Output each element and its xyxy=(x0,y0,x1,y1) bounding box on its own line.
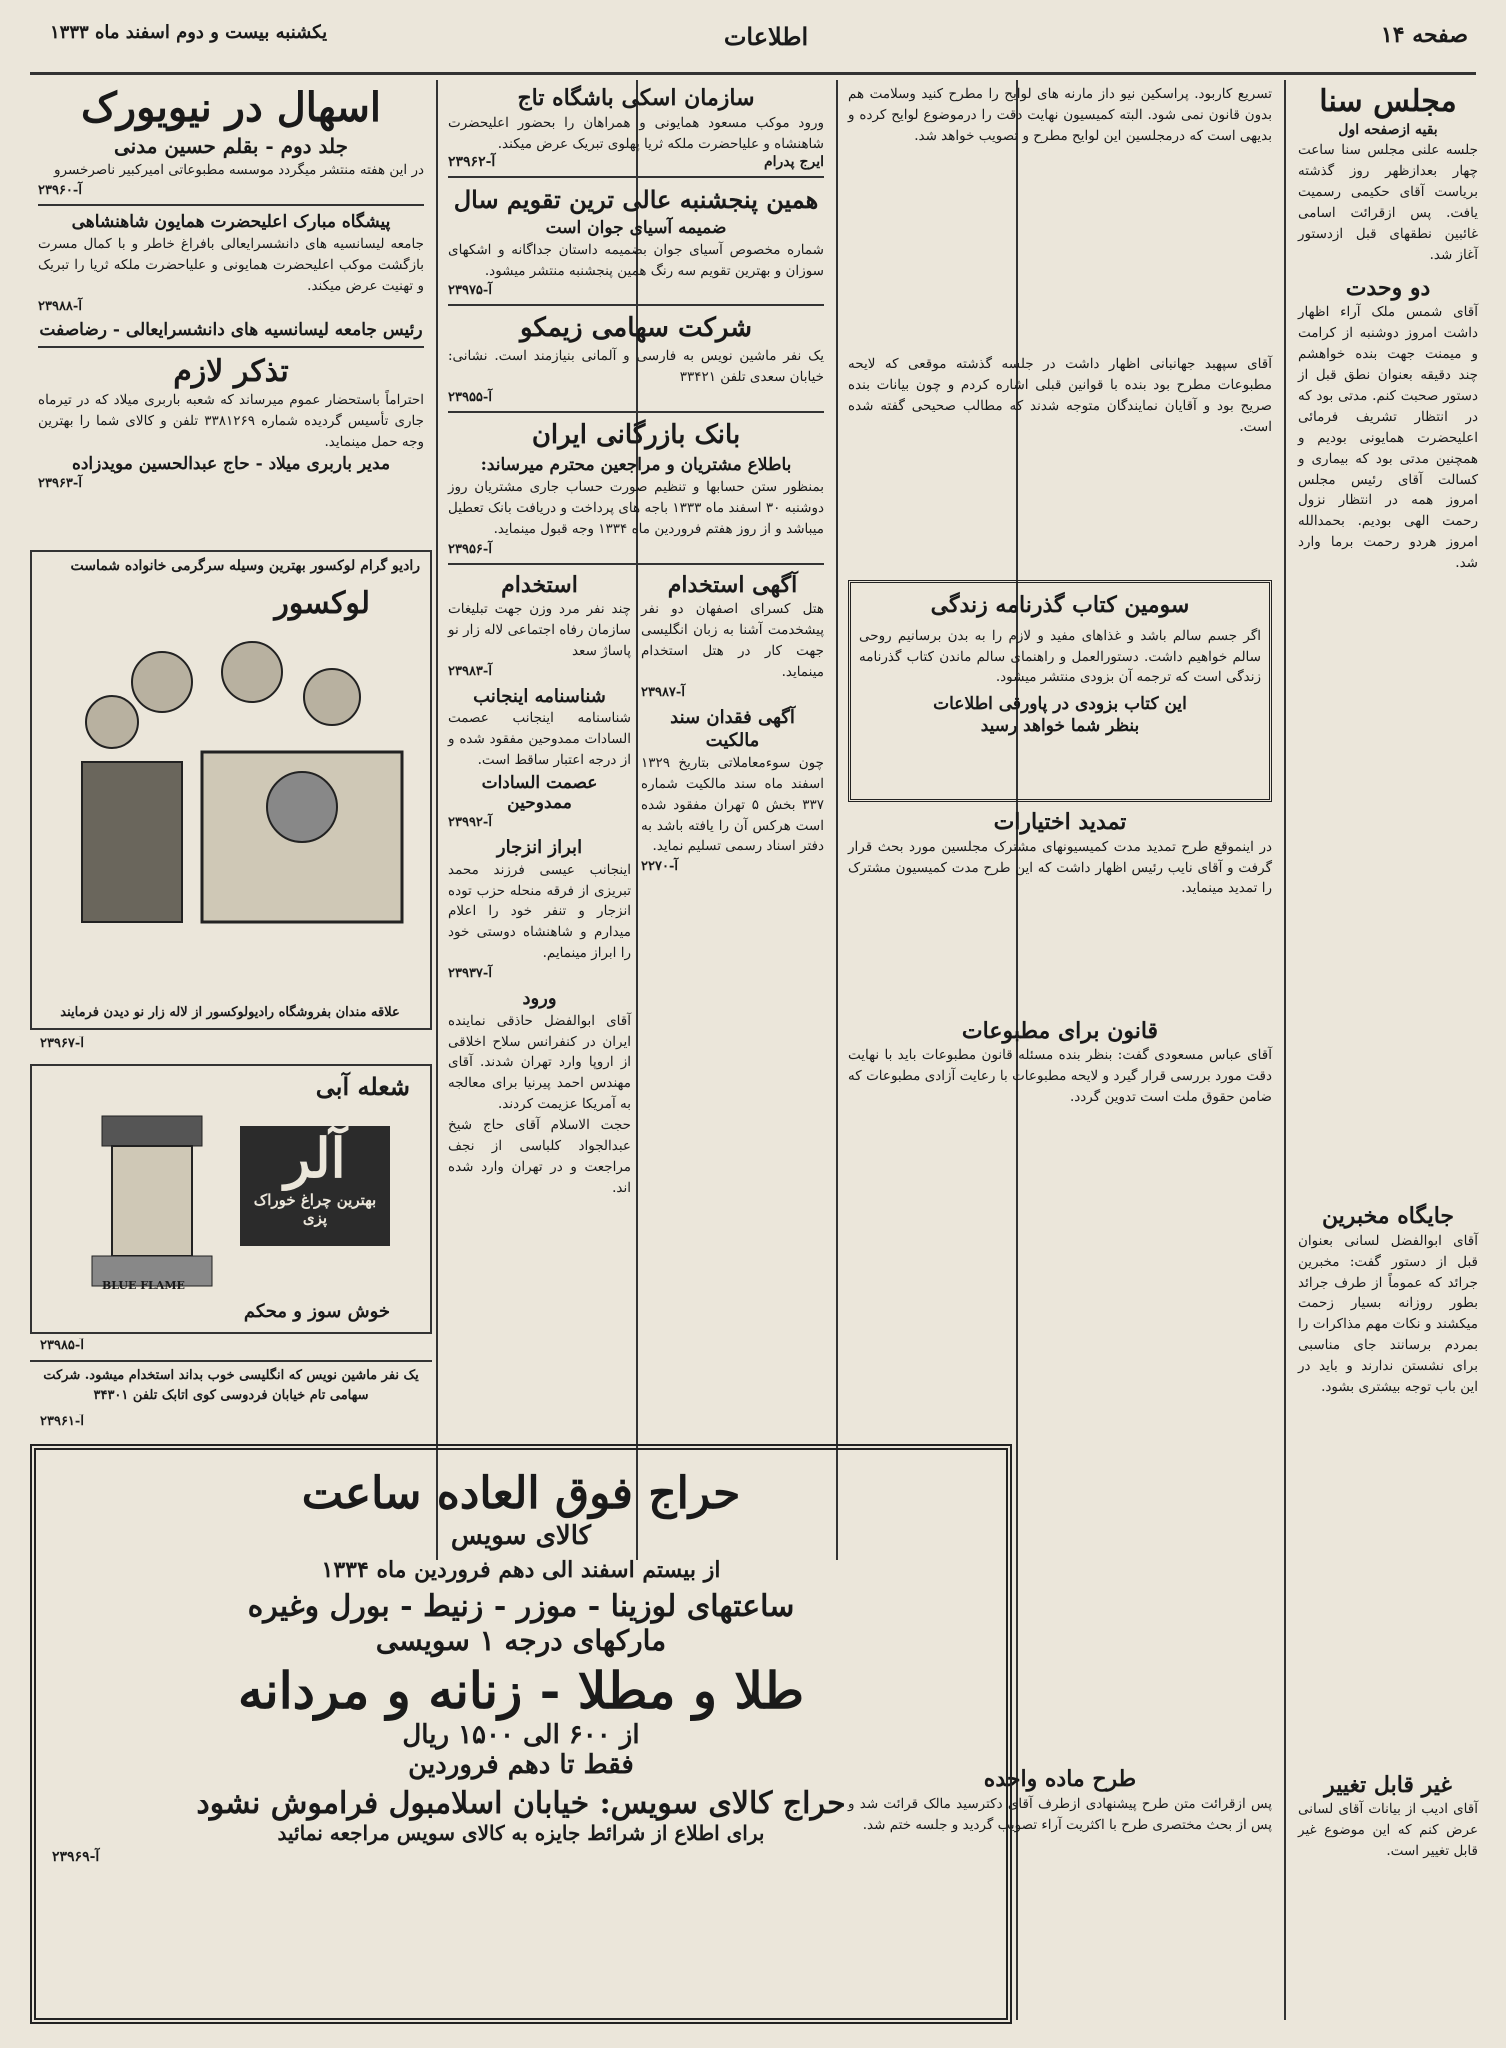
ad-subtitle: باطلاع مشتریان و مراجعین محترم میرساند: xyxy=(480,454,792,475)
ad-body: اینجانب عیسی فرزند محمد تبریزی از فرقه منحله حزب توده انزجار و تنفر خود را اعلام میدارم و شاهنشاه دوستی خود را ابراز مینمایم. xyxy=(448,861,631,962)
senate-heading: غیر قابل تغییر xyxy=(1324,1771,1452,1798)
radio-illustration xyxy=(52,622,412,942)
stove-slogan: بهترین چراغ خوراک پزی xyxy=(253,1190,377,1227)
report-heading: قانون برای مطبوعات xyxy=(961,1017,1159,1044)
report-heading: تمدید اختیارات xyxy=(993,809,1127,835)
auction-line: حراج کالای سویس: خیابان اسلامبول فراموش نشود xyxy=(196,1786,846,1821)
book-ad-title: سومین کتاب گذرنامه زندگی xyxy=(930,592,1190,618)
senate-paragraph: آقای شمس ملک آراء اظهار داشت امروز دوشنبه از کرامت و میمنت جهت بنده خواهشم چند دقیقه بعنوان نطق قبل از دستور صحبت کنم. مدتی بود که در انتظار تشریف فرمائی اعلیحضرت همایونی بودیم و همچنین مدتی بود که بیماری و کسالت آقای رئیس مجلس امروز همه در انتظار نزول رحمت الهی بودیم. بحمدالله امروز هردو رحمت برما وارد شد. xyxy=(1298,304,1478,572)
ad-code: آ-۲۳۹۶۲ xyxy=(448,154,496,171)
stove-brand: آلر xyxy=(284,1126,346,1190)
book-ad-box xyxy=(848,580,1272,802)
senate-heading: جایگاه مخبرین xyxy=(1321,1203,1455,1230)
report-paragraph: در اینموقع طرح تمدید مدت کمیسیونهای مشترک مجلسین مورد بحث قرار گرفت و آقای نایب رئیس اظهار داشت که این طرح مدت کمیسیون مشترک را تمدید مینماید. xyxy=(848,838,1272,897)
auction-line: از بیستم اسفند الی دهم فروردین ماه ۱۳۳۴ xyxy=(321,1557,721,1583)
auction-line: طلا و مطلا - زنانه و مردانه xyxy=(237,1661,804,1720)
ad-body: شماره مخصوص آسیای جوان بضمیمه داستان جداگانه و اشکهای سوزان و بهترین تقویم سه رنگ همین پنجشنبه منتشر میشود. xyxy=(448,241,824,279)
report-paragraph: آقای سپهبد جهانبانی اظهار داشت در جلسه گذشته موقعی که لایحه مطبوعات مطرح بود بنده با قوانین قبلی اشاره کردم و چون بیانات بنده صریح بود و آقایان نمایندگان متوجه شدند که مطالب صحیحی گفته شده است. xyxy=(848,356,1272,435)
report-paragraph: تسریع کاربود. پراسکین نیو داز مارنه های لوایح را مطرح کنید وسلامت هم بدون قانون نمی شود. البته کمیسیون نهایت دقت را درموضوع لوایح کرده و بدیهی است که درمجلسین این لوایح مطرح و تصویب خواهد شد. xyxy=(848,86,1272,144)
senate-paragraph: آقای ادیب از بیانات آقای لسانی عرض کنم که این موضوع غیر قابل تغییر است. xyxy=(1298,1801,1478,1860)
book-subtitle: جلد دوم - بقلم حسین مدنی xyxy=(113,134,349,158)
ad-code: آ-۲۳۹۵۶ xyxy=(448,541,492,557)
separator xyxy=(448,563,824,565)
book-ad-footer: این کتاب بزودی در پاورقی اطلاعات xyxy=(933,694,1187,715)
ad-code: آ-۲۳۹۶۷ xyxy=(40,1036,84,1051)
ad-title: سازمان اسکی باشگاه تاج xyxy=(517,85,755,111)
page-number: صفحه ۱۴ xyxy=(1380,22,1468,48)
col-rule xyxy=(436,80,438,1560)
stove-brand-panel xyxy=(240,1126,390,1246)
ad-signer: عصمت السادات ممدوحین xyxy=(481,773,598,814)
auction-line: از ۶۰۰ الی ۱۵۰۰ ریال xyxy=(402,1720,640,1750)
ad-code: آ-۲۳۹۶۱ xyxy=(40,1414,84,1429)
senate-title: مجلس سنا xyxy=(1319,84,1457,119)
senate-paragraph: آقای ابوالفضل لسانی بعنوان قبل از دستور گفت: مخبرین جرائد که عموماً از طرف جرائد بطور روزانه بسیار زحمت میکشند و نکات مهم مذاکرات را بمردم برسانند جای مناسبی برای نشستن ندارند و باید در این باب توجه بیشتری بشود. xyxy=(1298,1232,1478,1396)
ads-column xyxy=(440,84,832,1564)
header-rule xyxy=(30,72,1476,75)
stove-tagline: شعله آبی xyxy=(315,1072,410,1101)
ad-code: آ-۲۳۹۸۸ xyxy=(38,298,82,314)
auction-ad xyxy=(30,1444,1012,2024)
stove-illustration xyxy=(62,1096,242,1306)
turntable-icon xyxy=(267,772,337,842)
senate-heading: دو وحدت xyxy=(1345,274,1431,301)
ad-signer: رئیس جامعه لیسانسیه های دانشسرایعالی - رضاصفت xyxy=(39,319,423,340)
person-body-icon xyxy=(82,762,182,922)
report-paragraph: پس ازقرائت متن طرح پیشنهادی ازطرف آقای دکترسید مالک قرائت شد و پس از بحث مختصری طرح با اکثریت آراء تصویب گردید و جلسه ختم شد. xyxy=(848,1795,1272,1833)
auction-title: حراج فوق العاده ساعت xyxy=(301,1468,741,1519)
auction-line: ساعتهای لوزینا - موزر - زنیط - بورل وغیره xyxy=(247,1589,795,1624)
ad-title: آگهی استخدام xyxy=(667,571,798,598)
ad-code: آ-۲۳۹۸۳ xyxy=(448,664,492,680)
report-paragraph: آقای عباس مسعودی گفت: بنظر بنده مسئله قانون مطبوعات باید با نهایت دقت مورد بررسی قرار گیرد و لایحه مطبوعات با رعایت آزادی مطبوعات که ضامن حقوق ملت است تدوین گردد. xyxy=(848,1047,1272,1106)
stove-body-icon xyxy=(112,1146,192,1256)
ad-signer: مدیر باربری میلاد - حاج عبدالحسین مویدزاده xyxy=(71,454,391,475)
ad-body: شناسنامه اینجانب عصمت السادات ممدوحین مفقود شده و از درجه اعتبار ساقط است. xyxy=(448,710,631,769)
auction-line: فقط تا دهم فروردین xyxy=(408,1750,634,1780)
separator xyxy=(38,346,424,348)
ad-title: ورود xyxy=(522,988,557,1010)
ad-body: آقای ابوالفضل حاذقی نماینده ایران در کنفرانس سلاح اخلاقی از اروپا وارد تهران شدند. آقای مهندس احمد پیرنیا برای معالجه به آمریکا عزیمت کردند. xyxy=(448,1012,631,1113)
separator xyxy=(30,1360,432,1362)
ad-code: آ-۲۳۹۵۵ xyxy=(448,390,492,406)
ad-title: آگهی فقدان سند مالکیت xyxy=(670,706,795,752)
ad-code: آ-۲۳۹۸۵ xyxy=(40,1338,84,1353)
ad-body: ورود موکب مسعود همایونی و همراهان را بحضور اعلیحضرت شاهنشاه و علیاحضرت ملکه ثریا پهلوی تبریک عرض میکند. xyxy=(448,114,824,152)
senate-continued: بقیه ازصفحه اول xyxy=(1338,122,1438,138)
person-icon xyxy=(132,652,192,712)
ad-code: آ-۲۳۹۶۹ xyxy=(52,1849,100,1865)
ad-signer: ایرج پدرام xyxy=(764,154,824,171)
separator xyxy=(38,204,424,206)
ad-subtitle: ضمیمه آسیای جوان است xyxy=(545,217,727,238)
ad-code: آ-۲۳۹۸۷ xyxy=(641,684,685,700)
ad-code: آ-۲۳۹۹۲ xyxy=(448,815,492,831)
radio-ad xyxy=(30,550,432,1030)
ad-title: ابراز انزجار xyxy=(496,837,583,859)
ad-body: جامعه لیسانسیه های دانشسرایعالی بافراغ خاطر و با کمال مسرت بازگشت موکب اعلیحضرت همایونی و علیاحضرت ملکه ثریا را تبریک و تهنیت عرض میکند. xyxy=(38,235,424,294)
newspaper-name: اطلاعات xyxy=(723,22,809,51)
ad-body: حجت الاسلام آقای حاج شیخ عبدالجواد کلباسی از نجف مراجعت و در تهران وارد شده اند. xyxy=(448,1117,631,1196)
left-ads-column xyxy=(30,84,432,564)
separator xyxy=(448,304,824,306)
ad-title: پیشگاه مبارک اعلیحضرت همایون شاهنشاهی xyxy=(71,211,391,232)
ad-code: آ-۲۳۹۷۵ xyxy=(448,283,492,299)
senate-column xyxy=(1290,84,1486,2024)
auction-line: برای اطلاع از شرائط جایزه به کالای سویس مراجعه نمائید xyxy=(277,1821,765,1845)
ad-body: بمنظور ستن حسابها و تنظیم صورت حساب جاری مشتریان روز دوشنبه ۳۰ اسفند ماه ۱۳۳۳ باجه های پرداخت و دریافت بانک تعطیل میباشد و از روز هفتم فروردین ماه ۱۳۳۴ وجه قبول مینماید. xyxy=(448,478,824,537)
person-icon xyxy=(86,696,138,748)
ad-body: احتراماً باستحضار عموم میرساند که شعبه باربری میلاد که در تیرماه جاری تأسیس گردیده شماره ۳۳۸۱۲۶۹ تلفن و کالای شما را بهترین وجه حمل مینماید. xyxy=(38,391,424,450)
ad-code: آ-۲۳۹۶۰ xyxy=(38,182,82,198)
book-title: اسهال در نیویورک xyxy=(80,84,382,131)
radio-caption: رادیو گرام لوکسور بهترین وسیله سرگرمی خانواده شماست xyxy=(70,558,420,574)
report-heading: طرح ماده واحده xyxy=(983,1766,1137,1793)
ad-title: تذکر لازم xyxy=(173,353,289,389)
auction-line: کالای سویس xyxy=(450,1521,592,1551)
ad-body: چون سوءمعاملاتی بتاریخ ۱۳۲۹ اسفند ماه سند مالکیت شماره ۳۳۷ بخش ۵ تهران مفقود شده است هرکس آن را یافته باشد به دفتر اسناد رسمی تسلیم نماید. xyxy=(641,754,824,855)
ad-title: بانک بازرگانی ایران xyxy=(531,420,741,451)
stove-ad xyxy=(30,1064,432,1334)
ad-code: آ-۲۳۹۳۷ xyxy=(448,966,492,982)
ad-title: استخدام xyxy=(501,571,578,598)
person-icon xyxy=(304,669,360,725)
ad-body: در این هفته منتشر میگردد موسسه مطبوعاتی امیرکبیر ناصرخسرو xyxy=(53,162,424,178)
ad-title: همین پنجشنبه عالی ترین تقویم سال xyxy=(453,185,819,215)
separator xyxy=(448,411,824,413)
ad-title: شناسنامه اینجانب xyxy=(473,686,606,708)
stove-footer: خوش سوز و محکم xyxy=(243,1301,390,1322)
issue-date: یکشنبه بیست و دوم اسفند ماه ۱۳۳۳ xyxy=(50,22,328,43)
separator xyxy=(448,176,824,178)
ad-body: هتل کسرای اصفهان دو نفر پیشخدمت آشنا به زبان انگلیسی جهت کار در هتل استخدام مینماید. xyxy=(641,601,824,681)
senate-paragraph: جلسه علنی مجلس سنا ساعت چهار بعدازظهر روز گذشته بریاست آقای حکیمی رسمیت یافت. پس ازقرائت اسامی غائبین نطقهای قبل ازدستور آغاز شد. xyxy=(1298,142,1478,263)
ad-code: آ-۲۲۷۰ xyxy=(641,859,678,875)
ad-code: آ-۲۳۹۶۳ xyxy=(38,476,82,492)
ad-body: چند نفر مرد وزن جهت تبلیغات سازمان رفاه اجتماعی لاله زار نو پاساژ سعد xyxy=(448,601,631,660)
person-icon xyxy=(222,642,282,702)
col-rule xyxy=(836,80,838,1560)
radio-footer: علاقه مندان بفروشگاه رادیولوکسور از لاله زار نو دیدن فرمایند xyxy=(60,1005,400,1020)
radio-brand: لوکسور xyxy=(274,586,370,621)
small-ad: یک نفر ماشین نویس که انگلیسی خوب بداند استخدام میشود. شرکت سهامی تام خیابان فردوسی کوی اتابک تلفن ۳۴۳۰۱ xyxy=(43,1368,419,1403)
ad-title: شرکت سهامی زیمکو xyxy=(519,313,753,344)
auction-line: مارکهای درجه ۱ سویسی xyxy=(375,1624,667,1657)
book-ad-body: اگر جسم سالم باشد و غذاهای مفید و لازم را به بدن برسانیم روحی سالم خواهیم داشت. دستورالعمل و راهنمای سالم ماندن کتاب گذرنامه زندگی است که ترجمه آن بزودی منتشر میشود. xyxy=(859,627,1261,686)
ad-body: یک نفر ماشین نویس به فارسی و آلمانی بنیازمند است. نشانی: خیابان سعدی تلفن ۳۳۴۲۱ xyxy=(448,348,824,386)
book-ad-footer: بنظر شما خواهد رسید xyxy=(980,716,1140,737)
stove-logo: BLUE FLAME xyxy=(102,1279,185,1292)
stove-top-icon xyxy=(102,1116,202,1146)
col-rule xyxy=(1284,80,1286,2020)
